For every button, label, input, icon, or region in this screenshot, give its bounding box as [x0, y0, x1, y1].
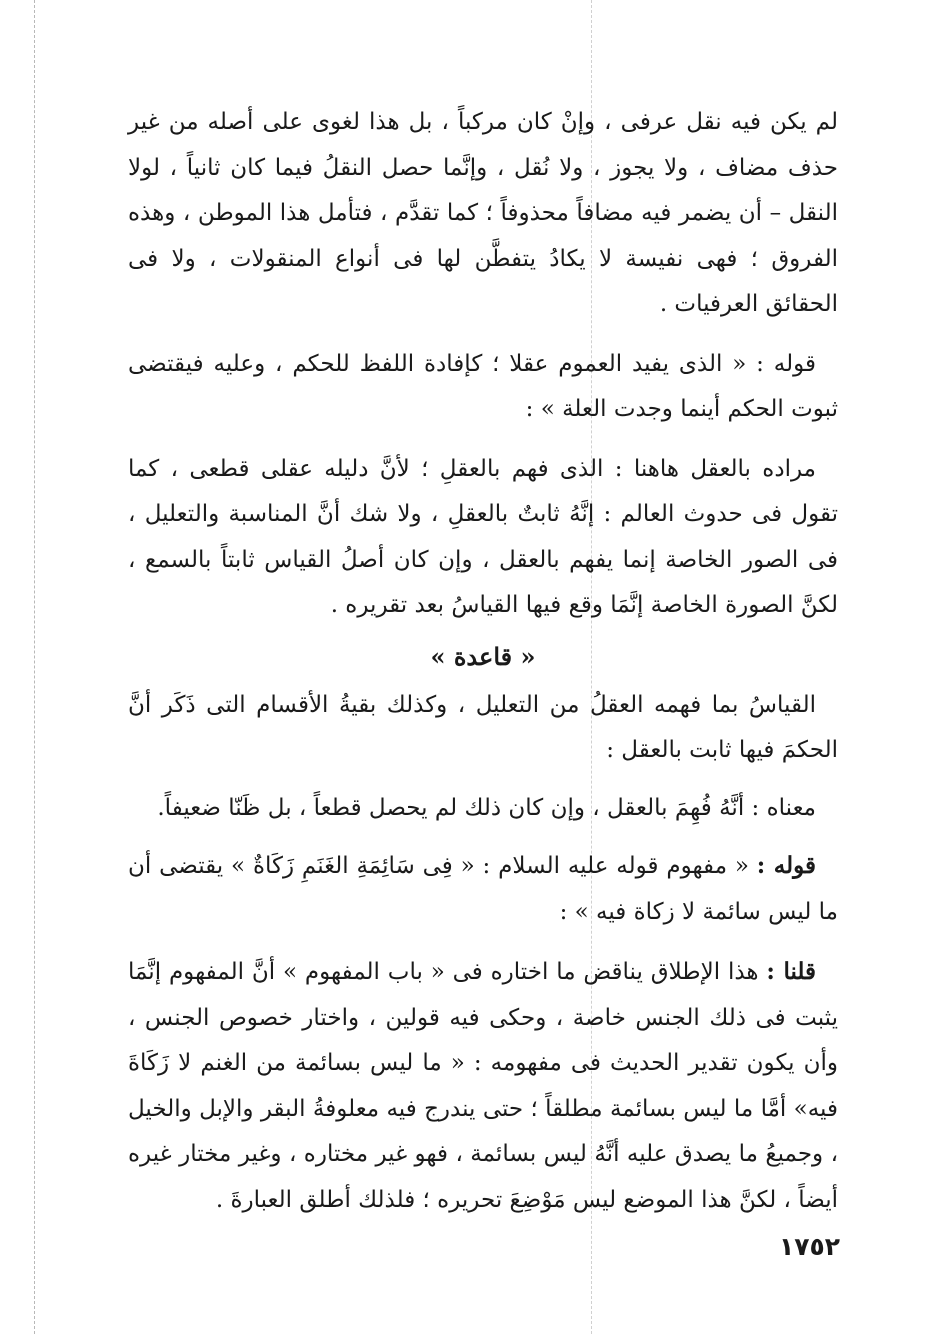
- paragraph-text: لم يكن فيه نقل عرفى ، وإنْ كان مركباً ، بل هذا لغوى على أصله من غير حذف مضاف ، ولا يجوز ، ولا نُقل ، وإنَّما حصل النقلُ فيما كان ثانياً ، لولا النقل – أن يضمر فيه مضافاً محذوفاً ؛ كما تقدَّم ، فتأمل هذا الموطن ، وهذه الفروق ؛ فهى نفيسة لا يكادُ يتفطَّن لها فى أنواع المنقولات ، ولا فى الحقائق العرفيات .: [128, 109, 838, 317]
- scan-fold-line-left: [34, 0, 35, 1334]
- section-heading: « قاعدة »: [430, 641, 536, 671]
- paragraph-3: [128, 447, 838, 629]
- paragraph-lead: قلنا :: [766, 958, 816, 985]
- paragraph-text: « مفهوم قوله عليه السلام : « فِى سَائِمَةِ الغَنَمِ زَكَاةٌ » يقتضى أن ما ليس سائمة لا زكاة فيه » :: [128, 853, 838, 925]
- page-number: ١٧٥٢: [778, 1232, 840, 1261]
- paragraph-4: [128, 683, 838, 774]
- paragraph-6: [128, 843, 838, 935]
- paragraph-2: [128, 342, 838, 433]
- paragraph-text: هذا الإطلاق يناقض ما اختاره فى « باب المفهوم » أنَّ المفهوم إنَّمَا يثبت فى ذلك الجنس خاصة ، وحكى فيه قولين ، واختار خصوص الجنس ، وأن يكون تقدير الحديث فى مفهومه : « ما ليس بسائمة من الغنم لا زَكَاةَ فيه» أمَّا ما ليس بسائمة مطلقاً ؛ حتى يندرج فيه معلوفةُ البقر والإبل والخيل ، وجميعُ ما يصدق عليه أنَّهُ ليس بسائمة ، فهو غير مختاره ، وغير مختار غيره أيضاً ، لكنَّ هذا الموضع ليس مَوْضِعَ تحريره ؛ فلذلك أطلق العبارةَ .: [128, 959, 838, 1213]
- paragraph-text: قوله : « الذى يفيد العموم عقلا ؛ كإفادة اللفظ للحكم ، وعليه فيقتضى ثبوت الحكم أينما وجدت العلة » :: [128, 350, 838, 422]
- body-text: [128, 100, 838, 1223]
- paragraph-5: [128, 786, 838, 832]
- paragraph-1: [128, 100, 838, 328]
- paragraph-text: القياسُ بما فهمه العقلُ من التعليل ، وكذلك بقيةُ الأقسام التى ذَكَر أنَّ الحكمَ فيها ثابت بالعقل :: [128, 691, 838, 763]
- paragraph-text: مراده بالعقل هاهنا : الذى فهم بالعقلِ ؛ لأنَّ دليله عقلى قطعى ، كما تقول فى حدوث العالم : إنَّهُ ثابتٌ بالعقلِ ، ولا شك أنَّ المناسبة والتعليل ، فى الصور الخاصة إنما يفهم بالعقل ، وإن كان أصلُ القياس ثابتاً بالسمع ، لكنَّ الصورة الخاصة إنَّمَا وقع فيها القياسُ بعد تقريره .: [128, 455, 838, 618]
- paragraph-text: معناه : أنَّهُ فُهِمَ بالعقل ، وإن كان ذلك لم يحصل قطعاً ، بل ظَنّا ضعيفاً.: [157, 794, 816, 821]
- paragraph-lead: قوله :: [756, 852, 817, 879]
- paragraph-7: [128, 949, 838, 1223]
